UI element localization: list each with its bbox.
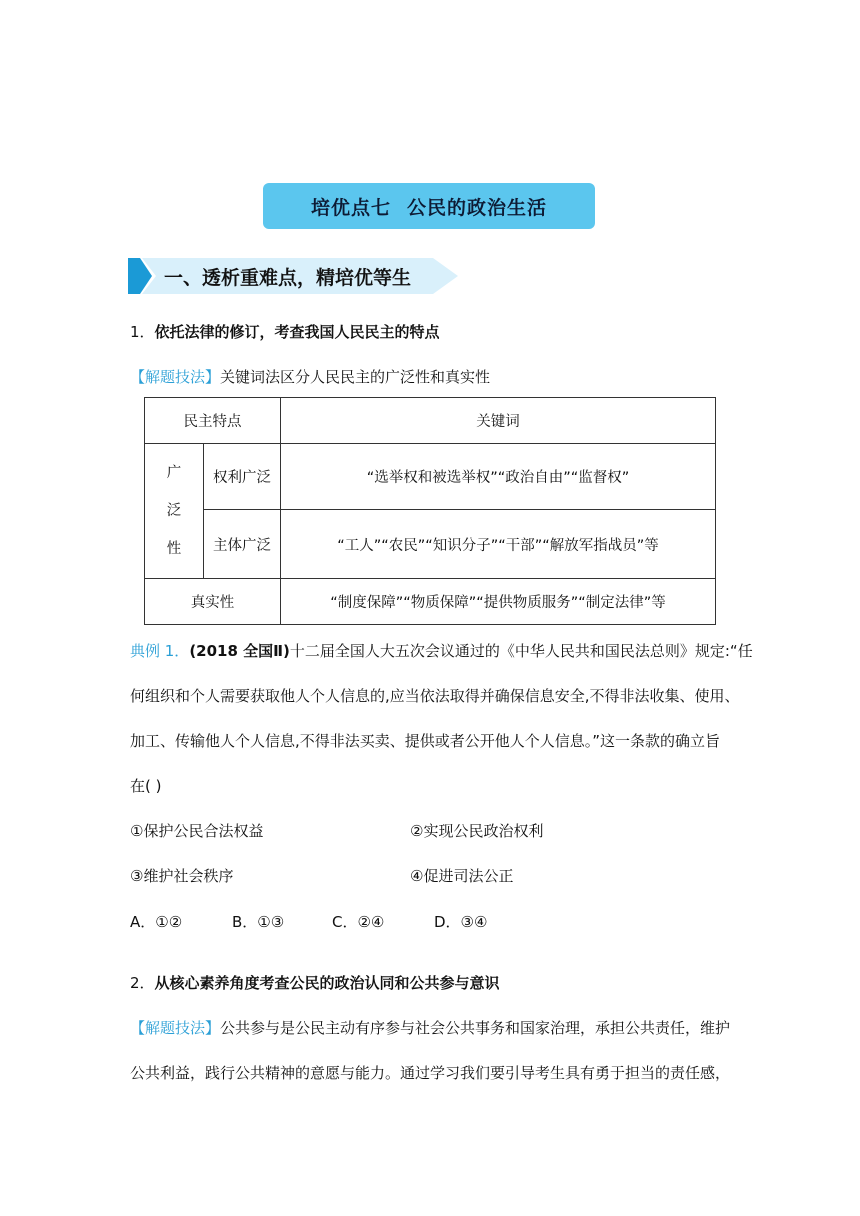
table-header-row: [145, 398, 716, 444]
table-row: [145, 510, 716, 579]
row-label: 真实性: [145, 579, 281, 625]
tip2-line: 公共利益，践行公共精神的意愿与能力。通过学习我们要引导考生具有勇于担当的责任感，: [130, 1064, 731, 1082]
page-title: [263, 183, 595, 229]
choice-b: B．①③: [232, 913, 285, 931]
choice-a: A．①②: [130, 913, 183, 931]
header-feature: 民主特点: [145, 398, 281, 444]
title-main: 公民的政治生活: [407, 196, 548, 219]
example1-line: 加工、传输他人个人信息,不得非法买卖、提供或者公开他人个人信息。”这一条款的确立旨: [130, 732, 721, 750]
example1-source: (2018 全国Ⅱ): [189, 642, 290, 660]
tip1-tag: 【解题技法】: [130, 368, 221, 386]
tip1: [130, 366, 490, 387]
example1-line: 典例 1．(2018 全国Ⅱ)十二届全国人大五次会议通过的《中华人民共和国民法总则》规定:“任: [130, 642, 753, 660]
keyword-table: [144, 397, 716, 625]
example1-tag: 典例 1．: [130, 642, 190, 660]
section-heading-text: 一、透析重难点，精培优等生: [164, 267, 412, 289]
row-label: 权利广泛: [204, 444, 281, 510]
choice-d: D．③④: [434, 913, 488, 931]
tip2-line: 【解题技法】公共参与是公民主动有序参与社会公共事务和国家治理，承担公共责任，维护: [130, 1019, 731, 1037]
tip1-text: 关键词法区分人民民主的广泛性和真实性: [220, 368, 491, 386]
example1-line: 在( ): [130, 777, 162, 795]
example1-line: 何组织和个人需要获取他人个人信息的,应当依法取得并确保信息安全,不得非法收集、使用、: [130, 687, 740, 705]
table-row: [145, 444, 716, 510]
example1-item: ④促进司法公正: [410, 867, 514, 885]
row-keywords: “制度保障”“物质保障”“提供物质服务”“制定法律”等: [281, 579, 716, 625]
title-prefix: 培优点七: [310, 196, 391, 219]
point1-heading: 1．依托法律的修订，考查我国人民民主的特点: [130, 323, 440, 341]
section-heading: [128, 258, 458, 294]
point2-heading: 2．从核心素养角度考查公民的政治认同和公共参与意识: [130, 974, 500, 992]
example1-item: ②实现公民政治权利: [410, 822, 544, 840]
row-keywords: “工人”“农民”“知识分子”“干部”“解放军指战员”等: [281, 510, 716, 579]
row-label: 主体广泛: [204, 510, 281, 579]
choice-c: C．②④: [332, 913, 385, 931]
header-keywords: 关键词: [281, 398, 716, 444]
tip2-tag: 【解题技法】: [130, 1019, 221, 1037]
table-row: [145, 579, 716, 625]
broad-cell: 广 泛 性: [145, 444, 204, 579]
example1-item: ③维护社会秩序: [130, 867, 234, 885]
example1-item: ①保护公民合法权益: [130, 822, 264, 840]
row-keywords: “选举权和被选举权”“政治自由”“监督权”: [281, 444, 716, 510]
